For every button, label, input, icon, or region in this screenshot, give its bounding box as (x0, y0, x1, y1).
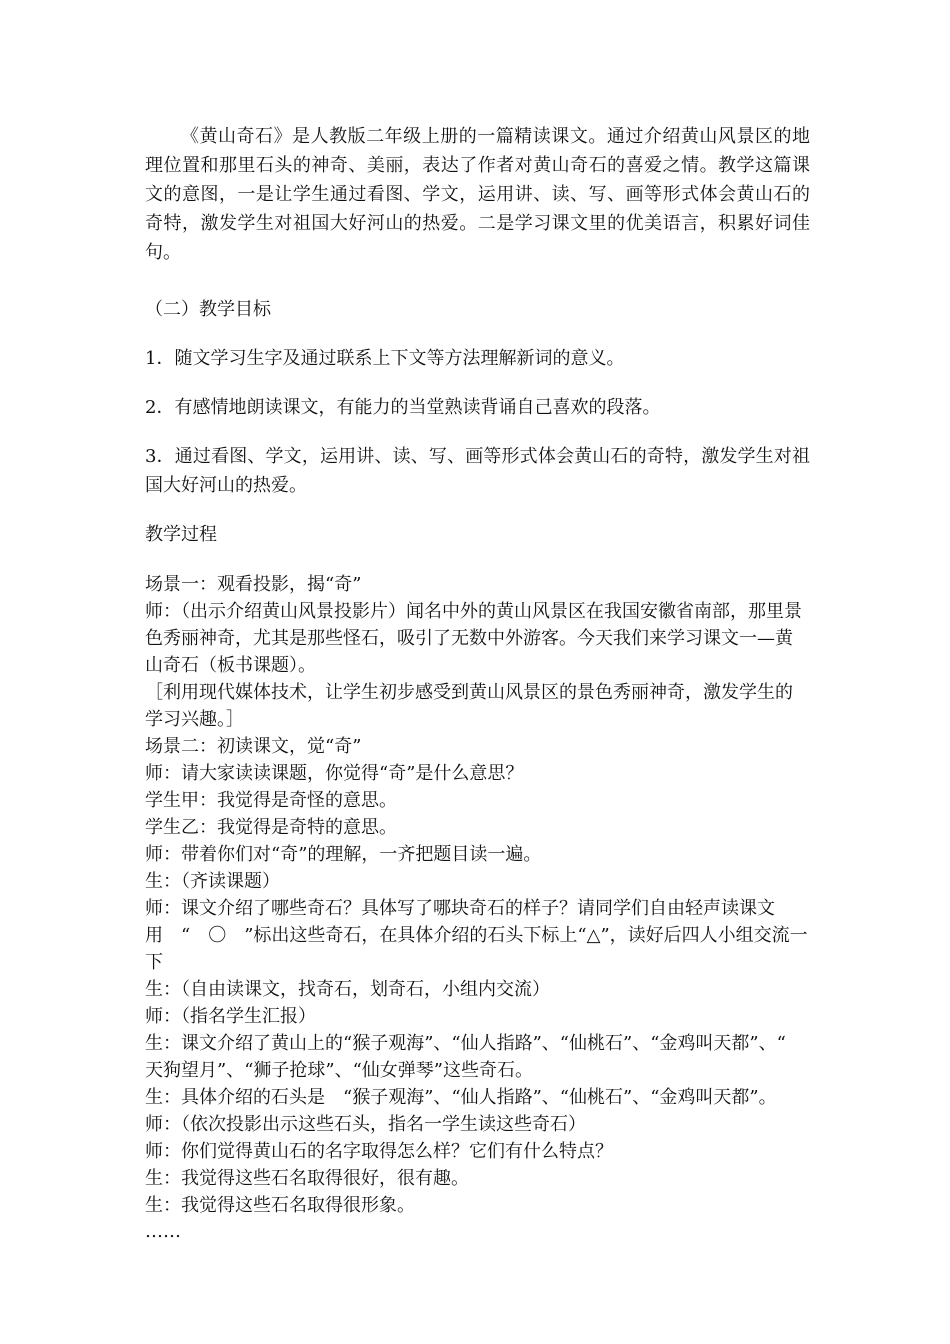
script-line: 师：（指名学生汇报） (145, 1006, 316, 1027)
script-line: 师：（依次投影出示这些石头，指名一学生读这些奇石） (145, 1114, 586, 1135)
process-heading: 教学过程 (145, 524, 217, 545)
script-line: 师：带着你们对“奇”的理解，一齐把题目读一遍。 (145, 844, 542, 865)
script-line: 师：请大家读读课题，你觉得“奇”是什么意思？ (145, 763, 524, 784)
script-line: 生：我觉得这些石名取得很形象。 (145, 1195, 415, 1216)
script-line: 师：你们觉得黄山石的名字取得怎么样？它们有什么特点？ (145, 1141, 613, 1162)
script-line: 学生甲：我觉得是奇怪的意思。 (145, 790, 397, 811)
script-line: 师：（出示介绍黄山风景投影片）闻名中外的黄山风景区在我国安徽省南部，那里景色秀丽神奇，尤其是那些怪石，吸引了无数中外游客。今天我们来学习课文一—黄山奇石（板书课题）。 (145, 601, 802, 676)
objectives-heading: （二）教学目标 (145, 299, 271, 320)
ellipsis: …… (145, 1221, 181, 1242)
document-page (145, 122, 810, 1244)
teaching-script (145, 571, 810, 1244)
scene-one-heading: 场景一：观看投影，揭“奇” (145, 574, 362, 595)
objective-item-1: 1．随文学习生字及通过联系上下文等方法理解新词的意义。 (145, 348, 625, 369)
script-line: 师：课文介绍了哪些奇石？具体写了哪块奇石的样子？请同学们自由轻声读课文用 “ 〇 ”标出这些奇石，在具体介绍的石头下标上“△”，读好后四人小组交流一下 (145, 898, 808, 973)
teaching-note: ［利用现代媒体技术，让学生初步感受到黄山风景区的景色秀丽神奇，激发学生的学习兴趣。］ (145, 682, 793, 730)
script-line: 生：（齐读课题） (145, 871, 280, 892)
script-line: 生：课文介绍了黄山上的“猴子观海”、“仙人指路”、“仙桃石”、“金鸡叫天都”、“ 天狗望月”、“狮子抢球”、“仙女弹琴”这些奇石。 (145, 1033, 804, 1081)
script-line: 生：（自由读课文，找奇石，划奇石，小组内交流） (145, 979, 550, 1000)
intro-paragraph: 《黄山奇石》是人教版二年级上册的一篇精读课文。通过介绍黄山风景区的地理位置和那里石头的神奇、美丽，表达了作者对黄山奇石的喜爱之情。教学这篇课文的意图，一是让学生通过看图、学文，运用讲、读、写、画等形式体会黄山石的奇特，激发学生对祖国大好河山的热爱。二是学习课文里的优美语言，积累好词佳句。 (145, 126, 810, 263)
scene-two-heading: 场景二：初读课文，觉“奇” (145, 736, 362, 757)
script-line: 学生乙：我觉得是奇特的意思。 (145, 817, 397, 838)
script-line: 生：我觉得这些石名取得很好，很有趣。 (145, 1168, 469, 1189)
script-line: 生：具体介绍的石头是 “猴子观海”、“仙人指路”、“仙桃石”、“金鸡叫天都”。 (145, 1087, 777, 1108)
objective-item-2: 2．有感情地朗读课文，有能力的当堂熟读背诵自己喜欢的段落。 (145, 397, 661, 418)
objective-item-3: 3．通过看图、学文，运用讲、读、写、画等形式体会黄山石的奇特，激发学生对祖国大好河山的热爱。 (145, 446, 810, 496)
